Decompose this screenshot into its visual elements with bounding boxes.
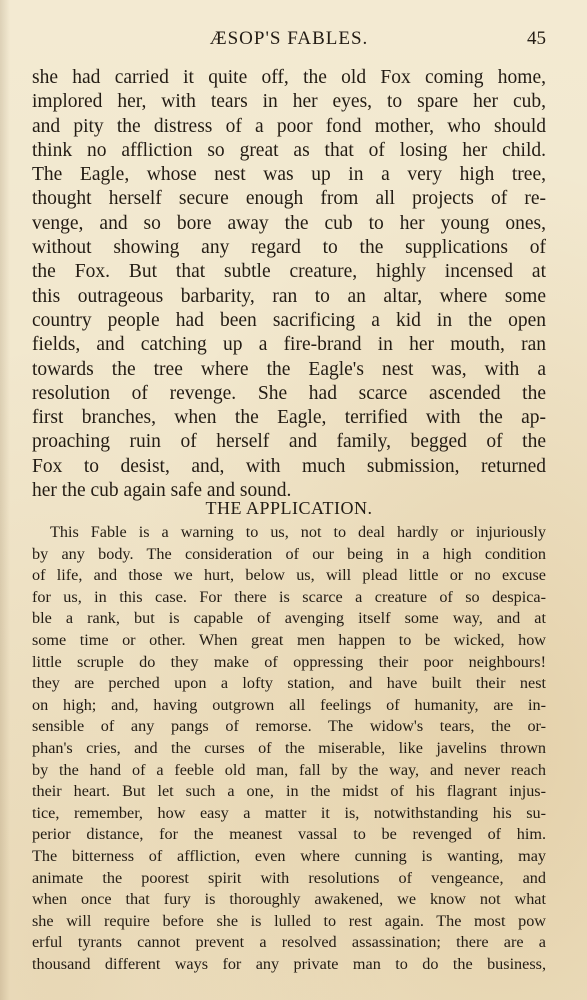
- text-line: sensible of any pangs of remorse. The widow's tears, the or-: [32, 717, 546, 736]
- text-line: thousand different ways for any private man to do the business,: [32, 954, 546, 973]
- page-gutter-shadow: [0, 0, 10, 1000]
- text-line: she had carried it quite off, the old Fox coming home,: [32, 67, 546, 88]
- text-line: resolution of revenge. She had scarce ascended the: [32, 382, 546, 404]
- application-text: [32, 522, 546, 975]
- text-line: fields, and catching up a fire-brand in her mouth, ran: [32, 334, 546, 356]
- text-line: phan's cries, and the curses of the miserable, like javelins thrown: [32, 738, 546, 757]
- text-line: animate the poorest spirit with resolutions of vengeance, and: [32, 868, 546, 887]
- text-line: proaching ruin of herself and family, begged of the: [32, 431, 546, 453]
- text-line: their heart. But let such a one, in the midst of his flagrant injus-: [32, 782, 546, 801]
- text-line: country people had been sacrificing a kid in the open: [32, 309, 546, 331]
- text-line: little scruple do they make of oppressing their poor neighbours!: [32, 652, 546, 671]
- page-number: 45: [527, 28, 546, 49]
- text-line: when once that fury is thoroughly awakened, we know not what: [32, 890, 546, 909]
- text-line: they are perched upon a lofty station, and have built their nest: [32, 674, 546, 693]
- text-line: tice, remember, how easy a matter it is, notwithstanding his su-: [32, 803, 546, 822]
- fable-text: [32, 66, 546, 503]
- text-line: the Fox. But that subtle creature, highly incensed at: [32, 261, 546, 283]
- text-line: for us, in this case. For there is scarce a creature of so despica-: [32, 587, 546, 606]
- text-line: ble a rank, but is capable of avenging itself some way, and at: [32, 609, 546, 628]
- text-line: think no affliction so great as that of losing her child.: [32, 139, 546, 161]
- text-line: This Fable is a warning to us, not to deal hardly or injuriously: [50, 523, 546, 541]
- text-line: this outrageous barbarity, ran to an altar, where some: [32, 285, 546, 307]
- text-line: venge, and so bore away the cub to her young ones,: [32, 212, 546, 234]
- text-line: erful tyrants cannot prevent a resolved assassination; there are a: [32, 933, 546, 952]
- text-line: The bitterness of affliction, even where cunning is wanting, may: [32, 846, 546, 865]
- text-line: by the hand of a feeble old man, fall by the way, and never reach: [32, 760, 546, 779]
- text-line: without showing any regard to the supplications of: [32, 237, 546, 259]
- text-line: by any body. The consideration of our being in a high condition: [32, 544, 546, 563]
- running-title: ÆSOP'S FABLES.: [209, 28, 369, 49]
- text-line: Fox to desist, and, with much submission, returned: [32, 455, 546, 477]
- text-line: on high; and, having outgrown all feelings of humanity, are in-: [32, 695, 546, 714]
- text-line: thought herself secure enough from all projects of re-: [32, 188, 546, 210]
- text-line: and pity the distress of a poor fond mother, who should: [32, 115, 546, 137]
- application-heading: THE APPLICATION.: [205, 498, 373, 518]
- text-line: of life, and those we hurt, below us, will plead little or no excuse: [32, 566, 546, 585]
- text-line: towards the tree where the Eagle's nest was, with a: [32, 358, 546, 380]
- text-line: she will require before she is lulled to rest again. The most pow: [32, 911, 546, 930]
- text-line: her the cub again safe and sound.: [32, 480, 292, 502]
- text-line: implored her, with tears in her eyes, to spare her cub,: [32, 91, 546, 113]
- text-line: perior distance, for the meanest vassal to be revenged of him.: [32, 825, 546, 844]
- text-line: first branches, when the Eagle, terrified with the ap-: [32, 407, 546, 429]
- page-header: [32, 28, 546, 52]
- text-line: some time or other. When great men happen to be wicked, how: [32, 630, 546, 649]
- text-line: The Eagle, whose nest was up in a very high tree,: [32, 164, 546, 186]
